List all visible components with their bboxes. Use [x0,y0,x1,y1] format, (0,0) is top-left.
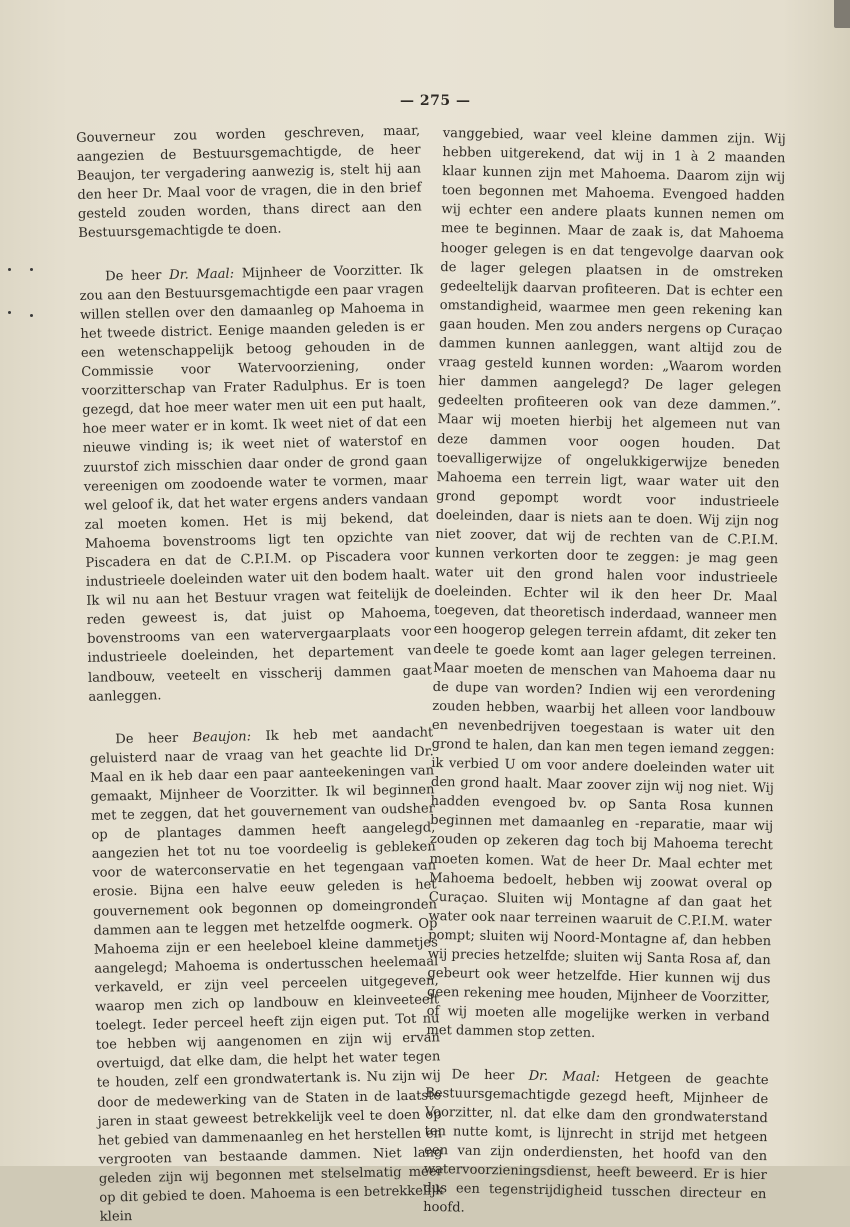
speech-text: Ik heb met aandacht geluisterd naar de vraag van het geachte lid Dr. Maal en ik heb daar een paar aanteekeningen van gemaakt, Mijnheer de Voorzitter. Ik wil beginnen met te zeggen, dat het gouvernement van oudsher op de plantages dammen heeft aangelegd, aangezien het tot nu toe voordeelig is gebleken voor de waterconservatie en het tegengaan van erosie. Bijna een halve eeuw geleden is het gouvernement ook begonnen op domeingronden dammen aan te leggen met hetzelfde oogmerk. Op Mahoema zijn er een heeleboel kleine dammetjes aangelegd; Mahoema is ondertusschen heelemaal verkaveld, er zijn veel perceelen uitgegeven, waarop men zich op landbouw en kleinveeteelt toelegt. Ieder perceel heeft zijn eigen put. Tot nu toe hebben wij aangenomen en zijn wij ervan overtuigd, dat elke dam, die helpt het water tegen te houden, zelf een grondwatertank is. Nu zijn wij door de medewerking van de Staten in de laatste jaren in staat geweest betrekkelijk veel te doen op het gebied van dammenaanleg en het herstellen en vergrooten van bestaande dammen. Niet lang geleden zijn wij begonnen met stelselmatig meer op dit gebied te doen. Mahoema is een betrekkelijk klein [89,725,444,1225]
page-number: — 275 — [400,93,471,109]
right-column [423,124,786,1223]
speaker-lead: De heer [115,730,179,748]
paragraph: vanggebied, waar veel kleine dammen zijn. Wij hebben uitgerekend, dat wij in 1 à 2 maanden klaar kunnen zijn met Mahoema. Daarom zijn wij toen begonnen met Mahoema. Evengoed hadden wij echter een andere plaats kunnen nemen om mee te beginnen. Maar de zaak is, dat Mahoema hooger gelegen is en dat tengevolge daarvan ook de lager gelegen plaatsen in de omstreken gedeeltelijk daarvan profiteeren. Dat is echter een omstandigheid, waarmee men geen rekening kan gaan houden. Men zou anders nergens op Curaçao dammen kunnen aanleggen, want altijd zou de vraag gesteld kunnen worden: „Waarom worden hier dammen aangelegd? De lager gelegen gedeelten profiteeren ook van deze dammen.”. Maar wij moeten hierbij het algemeen nut van deze dammen voor oogen houden. Dat toevalligerwijze of ongelukkigerwijze beneden Mahoema een terrein ligt, waar water uit den grond gepompt wordt voor industrieele doeleinden, daar is niets aan te doen. Wij zijn nog niet zoover, dat wij de rechten van de C.P.I.M. kunnen verkorten door te zeggen: je mag geen water uit den grond halen voor industrieele doeleinden. Echter wil ik den heer Dr. Maal toegeven, dat theoretisch inderdaad, wanneer men een hoogerop gelegen terrein afdamt, dit zeker ten deele te goede komt aan lager gelegen terreinen. Maar moeten de menschen van Mahoema daar nu de dupe van worden? Indien wij een verordening zouden hebben, waarbij het alleen voor landbouw en nevenbedrijven toegestaan is water uit den grond te halen, dan kan men tegen iemand zeggen: ik verbied U om voor andere doeleinden water uit den grond haalt. Maar zoover zijn wij nog niet. Wij hadden evengoed bv. op Santa Rosa kunnen beginnen met damaanleg en -reparatie, maar wij zouden op zekeren dag toch bij Mahoema terecht moeten komen. Wat de heer Dr. Maal echter met Mahoema bedoelt, hebben wij zoowat overal op Curaçao. Sluiten wij Montagne af dan gaat het water ook naar terreinen waaruit de C.P.I.M. water pompt; sluiten wij Noord-Montagne af, dan hebben wij precies hetzelfde; sluiten wij Santa Rosa af, dan gebeurt ook weer hetzelfde. Hier kunnen wij dus geen rekening mee houden, Mijnheer de Voorzitter, of wij moeten alle mogelijke werken in verband met dammen stop zetten. [426,125,786,1042]
paragraph [423,1064,769,1223]
speech-text: Mijnheer de Voorzitter. Ik zou aan den Bestuursgemachtigde een paar vragen willen stellen over den damaanleg op Mahoema in het tweede district. Eenige maanden geleden is er een wetenschappelijk betoog gehouden in de Commissie voor Watervoorziening, onder voorzitterschap van Frater Radulphus. Er is toen gezegd, dat hoe meer water men uit een put haalt, hoe meer water er in komt. Ik weet niet of dat een nieuwe vinding is; ik weet niet of waterstof en zuurstof zich misschien daar onder de grond gaan vereenigen om zoodoende water te vormen, maar wel geloof ik, dat het water ergens anders vandaan zal moeten komen. Het is mij bekend, dat Mahoema bovenstrooms ligt ten opzichte van Piscadera en dat de C.P.I.M. op Piscadera voor industrieele doeleinden water uit den bodem haalt. Ik wil nu aan het Bestuur vragen wat feitelijk de reden geweest is, dat juist op Mahoema, bovenstrooms van een watervergaarplaats voor industrieele doeleinden, het departement van landbouw, veeteelt en visscherij dammen gaat aanleggen. [79,262,433,705]
speaker-lead: De heer [451,1066,515,1083]
speaker-lead: De heer [105,267,162,284]
page-corner-shadow [834,0,850,28]
paragraph [79,260,432,707]
speaker-name: Dr. Maal: [169,266,235,283]
margin-mark [30,314,33,317]
speaker-name: Beaujon: [192,729,252,746]
left-column [76,121,444,1226]
paragraph: Gouverneur zou worden geschreven, maar, aangezien de Bestuursgemachtigde, de heer Beaujon, ter vergadering aanwezig is, stelt hij aan den heer Dr. Maal voor de vragen, die in den brief gesteld zouden worden, thans direct aan den Bestuursgemachtigde te doen. [76,123,422,242]
margin-mark [8,311,11,314]
margin-mark [8,268,11,271]
speaker-name: Dr. Maal: [528,1068,601,1085]
margin-mark [30,268,33,271]
speech-text: Hetgeen de geachte Bestuursgemachtigde gezegd heeft, Mijnheer de Voorzitter, nl. dat elke dam den grondwaterstand ten nutte komt, is lijnrecht in strijd met hetgeen een van zijn onderdiensten, het hoofd van den watervoorzieningsdienst, heeft beweerd. Er is hier dus een tegenstrijdigheid tusschen directeur en hoofd. [423,1069,769,1216]
paragraph [89,723,444,1227]
